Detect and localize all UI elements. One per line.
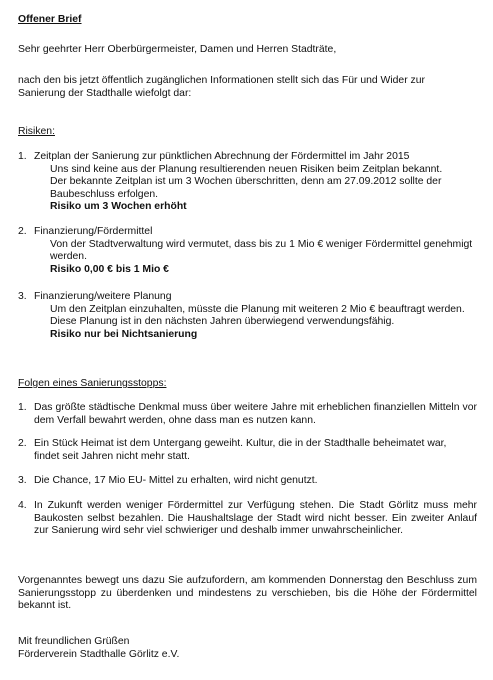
closing-paragraph: Vorgenanntes bewegt uns dazu Sie aufzufordern, am kommenden Donnerstag den Beschluss zum Sanierungsstopp zu überdenken und mindestens zu verschieben, bis die Höhe der Fördermittel bekannt ist. <box>18 575 477 612</box>
risks-heading: Risiken: <box>18 126 55 137</box>
risk-detail: Diese Planung ist in den nächsten Jahren überwiegend verwendungsfähig. <box>50 316 395 328</box>
risk-title: Finanzierung/Fördermittel <box>34 226 153 237</box>
consequence-item-1 <box>18 402 477 427</box>
risk-detail: Der bekannte Zeitplan ist um 3 Wochen überschritten, denn am 27.09.2012 sollte der Baubeschluss erfolgen. <box>50 176 442 200</box>
risk-assessment: Risiko um 3 Wochen erhöht <box>50 201 187 213</box>
greeting: Mit freundlichen Grüßen <box>18 636 130 647</box>
consequences-heading: Folgen eines Sanierungsstopps: <box>18 378 167 389</box>
letter-title: Offener Brief <box>18 14 82 25</box>
consequence-text: In Zukunft werden weniger Fördermittel zur Verfügung stehen. Die Stadt Görlitz muss mehr Baukosten selbst bezahlen. Die Haushaltslage der Stadt wird nicht besser. Ein zweiter Anlauf zur Sanierung wird sehr viel schwieriger und deshalb immer unwahrscheinlicher. <box>34 500 477 537</box>
risk-title: Zeitplan der Sanierung zur pünktlichen Abrechnung der Fördermittel im Jahr 2015 <box>34 151 410 162</box>
consequence-number: 2. <box>18 438 27 449</box>
risk-title: Finanzierung/weitere Planung <box>34 291 172 302</box>
consequence-text: Die Chance, 17 Mio EU- Mittel zu erhalten, wird nicht genutzt. <box>34 475 318 486</box>
consequence-number: 1. <box>18 402 27 413</box>
consequence-text: Das größte städtische Denkmal muss über weitere Jahre mit erheblichen finanziellen Mitteln vor dem Verfall bewahrt werden, ohne dass man es nutzen kann. <box>34 402 477 426</box>
risk-item-3 <box>18 291 477 341</box>
risk-item-1 <box>18 151 477 214</box>
risk-item-2 <box>18 226 477 276</box>
risk-detail: Uns sind keine aus der Planung resultierenden neuen Risiken beim Zeitplan bekannt. <box>50 163 443 175</box>
salutation: Sehr geehrter Herr Oberbürgermeister, Damen und Herren Stadträte, <box>18 44 337 55</box>
consequence-item-2 <box>18 438 477 463</box>
risk-detail: Von der Stadtverwaltung wird vermutet, dass bis zu 1 Mio € weniger Fördermittel genehmigt werden. <box>50 238 473 263</box>
risk-number: 3. <box>18 291 27 302</box>
consequence-text: Ein Stück Heimat ist dem Untergang geweiht. Kultur, die in der Stadthalle beheimatet war, findet seit Jahren nicht mehr statt. <box>34 438 447 462</box>
consequence-item-3 <box>18 475 477 488</box>
consequence-number: 3. <box>18 475 27 486</box>
risk-number: 1. <box>18 151 27 162</box>
signature: Förderverein Stadthalle Görlitz e.V. <box>18 649 180 660</box>
risk-assessment: Risiko nur bei Nichtsanierung <box>50 328 198 340</box>
risk-detail: Um den Zeitplan einzuhalten, müsste die Planung mit weiteren 2 Mio € beauftragt werden. <box>50 303 465 315</box>
consequence-item-4 <box>18 500 477 538</box>
risk-assessment: Risiko 0,00 € bis 1 Mio € <box>50 263 169 275</box>
intro-paragraph: nach den bis jetzt öffentlich zugänglichen Informationen stellt sich das Für und Wider zur Sanierung der Stadthalle wiefolgt dar: <box>18 75 425 99</box>
risk-number: 2. <box>18 226 27 237</box>
consequence-number: 4. <box>18 500 27 511</box>
